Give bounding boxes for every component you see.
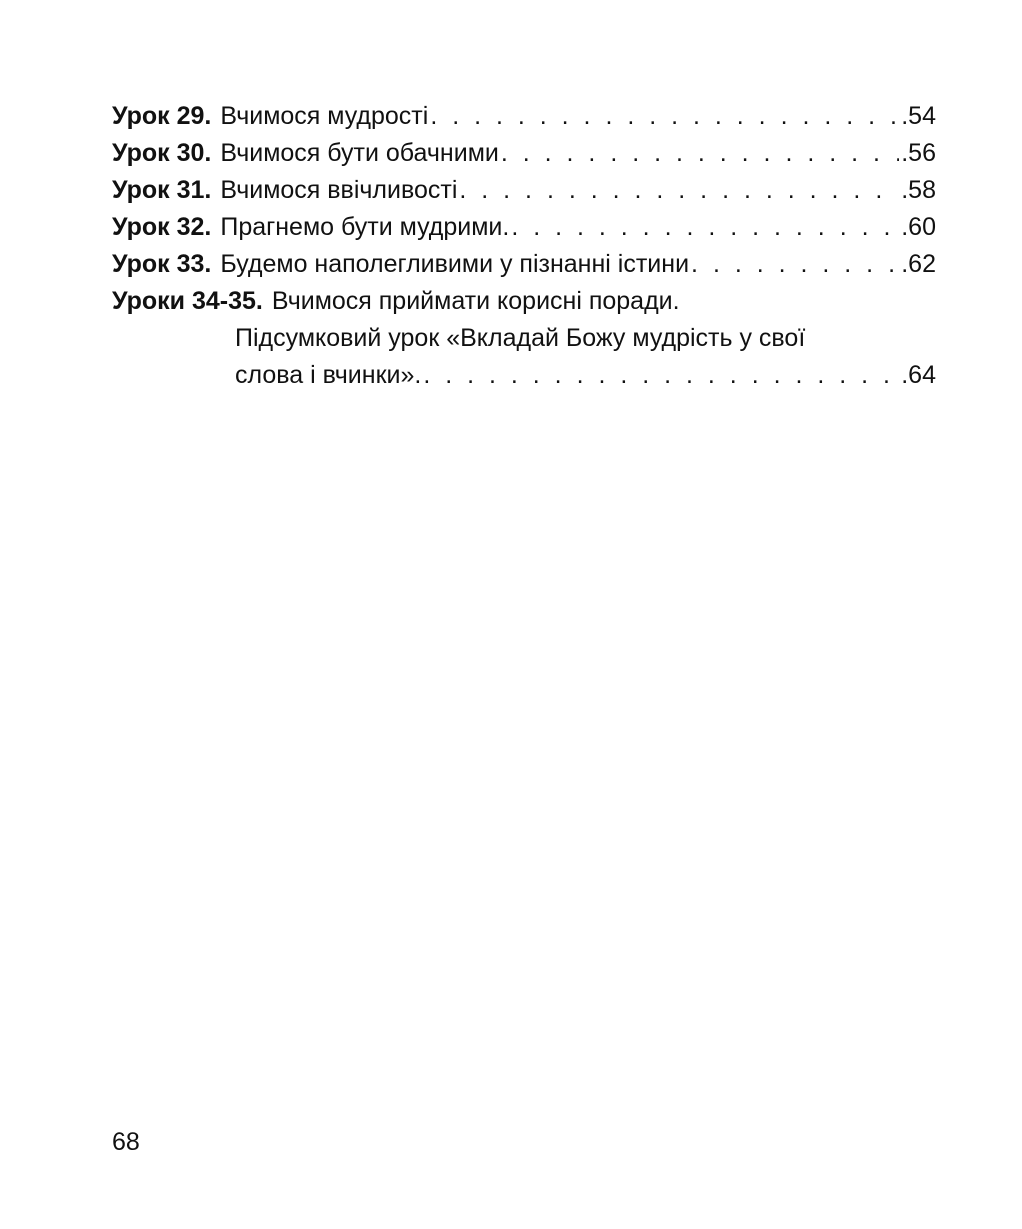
toc-entry-continuation — [112, 320, 936, 357]
dot-leader — [691, 246, 899, 283]
lesson-number: Урок 30. — [112, 139, 212, 167]
page-reference: .54 — [901, 102, 936, 130]
dot-leader — [459, 172, 899, 209]
toc-entry-continuation — [112, 357, 936, 394]
table-of-contents — [112, 98, 936, 394]
dot-leader — [430, 98, 899, 135]
toc-entry-lessons-34-35[interactable] — [112, 283, 936, 394]
toc-entry-lesson-32[interactable] — [112, 209, 936, 246]
dot-leader — [423, 357, 899, 394]
lesson-title-continuation: Підсумковий урок «Вкладай Божу мудрість у свої — [235, 324, 806, 352]
page-reference: .58 — [901, 176, 936, 204]
toc-entry-line — [112, 283, 936, 320]
lesson-title: Вчимося мудрості — [220, 102, 429, 130]
lesson-title: Вчимося бути обачними — [220, 139, 499, 167]
lesson-number: Урок 29. — [112, 102, 212, 130]
lesson-number: Урок 32. — [112, 213, 212, 241]
toc-entry-lesson-30[interactable] — [112, 135, 936, 172]
toc-entry-lesson-29[interactable] — [112, 98, 936, 135]
toc-entry-lesson-33[interactable] — [112, 246, 936, 283]
page-reference: .62 — [901, 250, 936, 278]
page-number: 68 — [112, 1128, 140, 1156]
lesson-number: Уроки 34-35. — [112, 287, 263, 315]
lesson-title: Вчимося ввічливості — [220, 176, 458, 204]
toc-entry-lesson-31[interactable] — [112, 172, 936, 209]
dot-leader — [511, 209, 899, 246]
page-reference: .56 — [901, 139, 936, 167]
lesson-title: Будемо наполегливими у пізнанні істини — [220, 250, 690, 278]
lesson-title: Прагнемо бути мудрими. — [220, 213, 510, 241]
lesson-title-continuation: слова і вчинки». — [235, 361, 422, 389]
page-reference: .64 — [901, 361, 936, 389]
lesson-number: Урок 33. — [112, 250, 212, 278]
lesson-title: Вчимося приймати корисні поради. — [271, 287, 680, 315]
page-reference: .60 — [901, 213, 936, 241]
dot-leader — [501, 135, 899, 172]
lesson-number: Урок 31. — [112, 176, 212, 204]
